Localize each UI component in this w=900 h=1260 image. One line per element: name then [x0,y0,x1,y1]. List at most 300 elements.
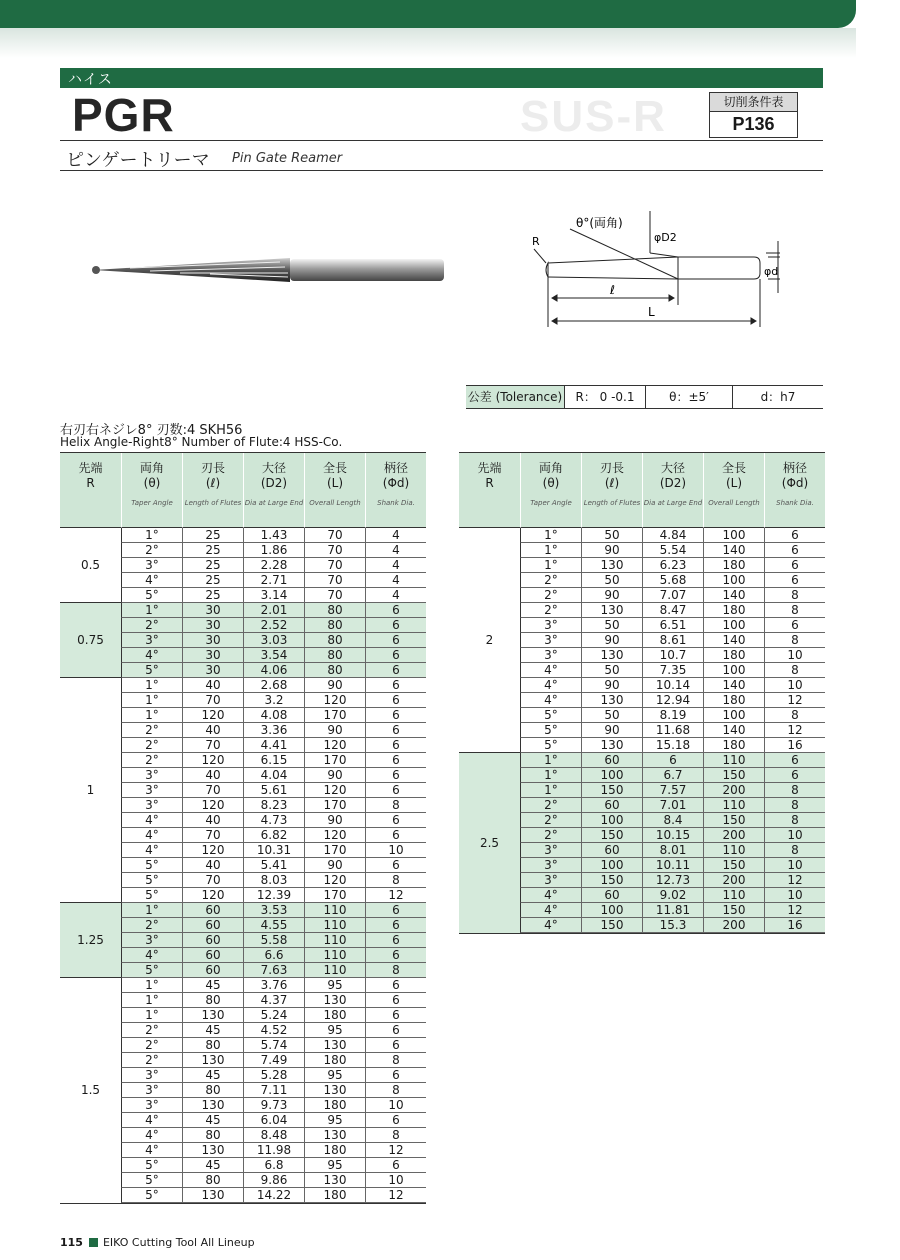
table-cell: 14.22 [243,1188,304,1203]
table-cell: 12.73 [642,873,703,888]
table-cell: 3.2 [243,693,304,708]
square-bullet-icon [89,1238,98,1247]
table-cell: 80 [182,1173,243,1188]
table-cell: 15.3 [642,918,703,933]
table-cell: 50 [581,708,642,723]
table-cell: 3° [121,1083,182,1098]
table-cell: 130 [182,1143,243,1158]
table-cell: 1.86 [243,543,304,558]
table-cell: 5° [121,1188,182,1203]
table-cell: 4° [121,648,182,663]
footer [60,1236,255,1249]
shank-shape [290,259,444,281]
column-header: 柄径 (Φd) Shank Dia. [764,453,825,528]
table-cell: 1° [520,558,581,573]
table-cell: 140 [703,678,764,693]
table-cell: 8.61 [642,633,703,648]
table-cell: 130 [304,1038,365,1053]
table-cell: 6.7 [642,768,703,783]
table-cell: 12 [365,1188,426,1203]
table-cell: 5.41 [243,858,304,873]
table-cell: 12 [764,873,825,888]
table-cell: 6 [764,528,825,543]
table-cell: 130 [182,1188,243,1203]
table-cell: 4° [121,1113,182,1128]
table-cell: 2° [121,1038,182,1053]
table-cell: 70 [304,543,365,558]
table-cell: 1° [520,768,581,783]
table-cell: 12 [365,1143,426,1158]
table-cell: 4 [365,573,426,588]
table-cell: 130 [581,693,642,708]
table-cell: 70 [182,738,243,753]
tip-shape [92,266,100,274]
table-cell: 40 [182,723,243,738]
table-cell: 130 [304,1083,365,1098]
table-cell: 120 [182,843,243,858]
table-cell: 5.74 [243,1038,304,1053]
table-cell: 45 [182,1113,243,1128]
table-cell: 8 [764,813,825,828]
table-cell: 50 [581,573,642,588]
table-cell: 4 [365,588,426,603]
table-cell: 130 [182,1098,243,1113]
table-cell: 12 [365,888,426,903]
table-cell: 140 [703,588,764,603]
table-cell: 4° [121,828,182,843]
table-cell: 110 [703,888,764,903]
table-cell: 100 [581,813,642,828]
table-cell: 100 [581,903,642,918]
table-cell: 6 [365,1038,426,1053]
table-cell: 6 [365,813,426,828]
table-cell: 4.55 [243,918,304,933]
table-cell: 6 [365,723,426,738]
table-cell: 70 [182,828,243,843]
table-cell: 12 [764,903,825,918]
table-cell: 110 [304,903,365,918]
table-cell: 1° [121,528,182,543]
table-cell: 1° [121,678,182,693]
table-cell: 6 [365,933,426,948]
table-cell: 120 [182,798,243,813]
table-cell: 12.94 [642,693,703,708]
spec-table-right [459,452,825,934]
table-cell: 1° [121,603,182,618]
table-cell: 150 [581,918,642,933]
tip-radius-cell: 2.5 [459,753,520,933]
table-cell: 130 [182,1008,243,1023]
table-cell: 25 [182,588,243,603]
table-cell: 45 [182,1023,243,1038]
table-cell: 6.82 [243,828,304,843]
table-cell: 80 [304,618,365,633]
table-cell: 8 [764,633,825,648]
table-cell: 3° [121,633,182,648]
d-label: φd [764,265,779,278]
table-cell: 170 [304,888,365,903]
table-cell: 1° [520,543,581,558]
table-cell: 2° [520,573,581,588]
table-cell: 4° [121,573,182,588]
table-cell: 80 [182,1083,243,1098]
table-cell: 1° [121,708,182,723]
table-cell: 110 [304,963,365,978]
table-cell: 3° [121,1068,182,1083]
table-cell: 100 [703,528,764,543]
tolerance-theta: θ：±5′ [646,386,733,408]
table-cell: 10.11 [642,858,703,873]
table-cell: 120 [304,828,365,843]
divider [60,140,823,141]
table-cell: 180 [304,1188,365,1203]
table-cell: 4 [365,528,426,543]
table-cell: 200 [703,918,764,933]
table-cell: 4° [520,678,581,693]
tip-radius-cell: 1.25 [60,903,121,978]
r-label: R [532,235,540,248]
d2-label: φD2 [654,231,677,244]
table-cell: 6 [365,768,426,783]
table-cell: 1° [520,753,581,768]
spec-table-left [60,452,426,1204]
table-cell: 100 [581,858,642,873]
table-cell: 8 [764,663,825,678]
table-cell: 3.76 [243,978,304,993]
table-cell: 2.71 [243,573,304,588]
table-cell: 5° [121,663,182,678]
table-cell: 12 [764,723,825,738]
table-cell: 2° [121,918,182,933]
table-cell: 6.15 [243,753,304,768]
table-cell: 4° [121,843,182,858]
table-cell: 60 [581,753,642,768]
table-cell: 3° [121,558,182,573]
table-cell: 90 [581,588,642,603]
table-cell: 60 [581,843,642,858]
table-cell: 6 [365,693,426,708]
table-cell: 6 [365,858,426,873]
table-cell: 10 [365,843,426,858]
table-cell: 5° [520,738,581,753]
table-cell: 8 [764,588,825,603]
ghost-model-text: SUS-R [520,92,667,141]
table-cell: 8 [365,1128,426,1143]
table-cell: 3° [121,933,182,948]
table-cell: 5.61 [243,783,304,798]
table-cell: 150 [581,828,642,843]
table-cell: 5° [121,1173,182,1188]
table-cell: 4° [520,903,581,918]
table-cell: 2° [121,738,182,753]
table-cell: 5° [121,873,182,888]
table-cell: 3° [520,648,581,663]
table-cell: 45 [182,1068,243,1083]
table-cell: 6 [365,753,426,768]
table-cell: 9.73 [243,1098,304,1113]
table-cell: 110 [304,918,365,933]
table-cell: 70 [304,573,365,588]
table-cell: 3° [520,618,581,633]
table-cell: 2° [121,723,182,738]
tolerance-r: R： 0 -0.1 [565,386,646,408]
table-cell: 2° [520,588,581,603]
cutting-conditions-label: 切削条件表 [710,93,797,112]
table-cell: 4.08 [243,708,304,723]
table-cell: 8 [764,798,825,813]
table-cell: 5° [121,963,182,978]
table-cell: 1° [121,903,182,918]
table-cell: 4° [520,918,581,933]
table-cell: 3° [121,798,182,813]
table-cell: 4.84 [642,528,703,543]
model-title: PGR [72,89,175,141]
product-name-jp: ピンゲートリーマ [66,150,210,171]
table-cell: 110 [703,843,764,858]
table-cell: 40 [182,768,243,783]
table-cell: 100 [703,663,764,678]
table-cell: 170 [304,798,365,813]
table-cell: 110 [304,933,365,948]
table-cell: 8.23 [243,798,304,813]
table-cell: 60 [182,933,243,948]
table-cell: 6 [764,573,825,588]
divider [60,170,823,171]
table-cell: 4° [520,693,581,708]
table-cell: 120 [304,693,365,708]
table-cell: 1° [520,528,581,543]
column-header: 大径 (D2) Dia at Large End [642,453,703,528]
table-cell: 11.81 [642,903,703,918]
table-cell: 170 [304,843,365,858]
tolerance-row [466,385,823,409]
l-label: ℓ [610,283,615,297]
table-cell: 7.57 [642,783,703,798]
table-cell: 4° [121,1143,182,1158]
spec-jp: 右刃右ネジレ8° 刃数:4 SKH56 [60,423,243,438]
column-header: 先端 R [60,453,121,528]
table-cell: 3° [121,1098,182,1113]
table-cell: 100 [581,768,642,783]
table-cell: 4 [365,543,426,558]
table-cell: 2° [520,798,581,813]
table-cell: 180 [304,1143,365,1158]
table-cell: 100 [703,708,764,723]
table-cell: 15.18 [642,738,703,753]
table-cell: 2° [121,543,182,558]
table-cell: 150 [581,873,642,888]
table-cell: 90 [304,813,365,828]
table-cell: 100 [703,573,764,588]
table-cell: 180 [304,1098,365,1113]
table-cell: 25 [182,573,243,588]
category-bar [60,68,823,88]
table-cell: 16 [764,738,825,753]
table-cell: 50 [581,618,642,633]
table-cell: 80 [182,1128,243,1143]
table-cell: 12 [764,693,825,708]
table-cell: 6 [365,903,426,918]
table-cell: 150 [581,783,642,798]
table-cell: 2° [121,1023,182,1038]
table-cell: 5.54 [642,543,703,558]
table-cell: 1° [520,783,581,798]
column-header: 全長 (L) Overall Length [703,453,764,528]
table-cell: 3° [520,633,581,648]
top-banner-fade [0,28,856,58]
table-cell: 6 [764,618,825,633]
table-cell: 90 [581,543,642,558]
table-cell: 8 [764,783,825,798]
table-cell: 4.52 [243,1023,304,1038]
table-cell: 6 [365,993,426,1008]
table-cell: 6 [365,708,426,723]
table-cell: 70 [304,588,365,603]
table-cell: 40 [182,678,243,693]
table-cell: 60 [182,903,243,918]
table-cell: 1° [121,993,182,1008]
table-cell: 5° [121,1158,182,1173]
table-cell: 2° [520,603,581,618]
table-cell: 4° [121,813,182,828]
table-cell: 180 [703,648,764,663]
table-cell: 30 [182,663,243,678]
table-cell: 8 [365,963,426,978]
table-cell: 80 [182,1038,243,1053]
table-cell: 6 [365,663,426,678]
table-cell: 95 [304,1158,365,1173]
table-cell: 3.14 [243,588,304,603]
table-cell: 150 [703,858,764,873]
table-cell: 1.43 [243,528,304,543]
table-cell: 6 [365,738,426,753]
footer-text: EIKO Cutting Tool All Lineup [102,1236,255,1249]
table-cell: 110 [703,798,764,813]
table-cell: 10.14 [642,678,703,693]
table-cell: 180 [703,693,764,708]
table-cell: 9.02 [642,888,703,903]
table-cell: 12.39 [243,888,304,903]
table-cell: 130 [581,738,642,753]
table-cell: 170 [304,708,365,723]
table-cell: 80 [304,603,365,618]
table-cell: 95 [304,978,365,993]
cutting-conditions-box[interactable] [709,92,798,138]
table-cell: 11.98 [243,1143,304,1158]
table-cell: 60 [581,798,642,813]
tip-radius-cell: 1 [60,678,121,903]
table-cell: 3° [520,873,581,888]
column-header: 柄径 (Φd) Shank Dia. [365,453,426,528]
cutting-conditions-page[interactable]: P136 [732,114,775,134]
table-cell: 70 [182,783,243,798]
table-cell: 4° [520,888,581,903]
table-cell: 80 [182,993,243,1008]
table-cell: 90 [581,633,642,648]
table-cell: 7.63 [243,963,304,978]
table-cell: 3° [121,768,182,783]
table-cell: 6 [365,948,426,963]
table-cell: 170 [304,753,365,768]
table-cell: 8 [764,843,825,858]
table-cell: 120 [182,888,243,903]
column-header: 大径 (D2) Dia at Large End [243,453,304,528]
table-cell: 4° [121,948,182,963]
table-cell: 6 [365,1113,426,1128]
column-header: 刃長 (ℓ) Length of Flutes [581,453,642,528]
column-header: 両角 (θ) Taper Angle [520,453,581,528]
tip-radius-cell: 0.75 [60,603,121,678]
table-cell: 180 [703,558,764,573]
table-cell: 10 [365,1098,426,1113]
table-cell: 80 [304,663,365,678]
table-cell: 10 [764,858,825,873]
table-cell: 180 [703,738,764,753]
table-cell: 4.73 [243,813,304,828]
table-cell: 90 [304,768,365,783]
table-cell: 4.41 [243,738,304,753]
table-cell: 2.52 [243,618,304,633]
column-header: 先端 R [459,453,520,528]
product-name-en: Pin Gate Reamer [232,151,343,166]
table-cell: 95 [304,1023,365,1038]
table-cell: 70 [182,693,243,708]
column-header: 刃長 (ℓ) Length of Flutes [182,453,243,528]
table-cell: 7.07 [642,588,703,603]
table-cell: 8.19 [642,708,703,723]
table-cell: 7.49 [243,1053,304,1068]
table-cell: 50 [581,528,642,543]
table-cell: 5.24 [243,1008,304,1023]
table-cell: 30 [182,603,243,618]
table-cell: 120 [182,753,243,768]
table-cell: 40 [182,858,243,873]
table-cell: 95 [304,1068,365,1083]
table-cell: 2.28 [243,558,304,573]
table-cell: 150 [703,768,764,783]
table-cell: 60 [182,918,243,933]
category-label: ハイス [68,72,113,88]
table-cell: 25 [182,528,243,543]
table-cell: 6 [764,543,825,558]
table-cell: 6 [365,633,426,648]
table-cell: 45 [182,1158,243,1173]
table-cell: 80 [304,633,365,648]
table-cell: 130 [581,603,642,618]
table-cell: 6 [642,753,703,768]
table-cell: 6 [764,558,825,573]
table-cell: 70 [304,528,365,543]
table-cell: 110 [304,948,365,963]
table-cell: 16 [764,918,825,933]
table-cell: 4 [365,558,426,573]
table-cell: 10 [764,888,825,903]
spec-en: Helix Angle-Right8° Number of Flute:4 HSS-Co. [60,435,343,449]
table-cell: 8 [365,873,426,888]
tip-radius-cell: 2 [459,528,520,753]
table-cell: 180 [703,603,764,618]
table-cell: 10.15 [642,828,703,843]
table-cell: 7.11 [243,1083,304,1098]
table-cell: 140 [703,633,764,648]
table-cell: 150 [703,903,764,918]
table-cell: 8.4 [642,813,703,828]
table-cell: 4° [121,1128,182,1143]
table-cell: 70 [304,558,365,573]
table-cell: 180 [304,1053,365,1068]
table-cell: 200 [703,828,764,843]
table-cell: 100 [703,618,764,633]
